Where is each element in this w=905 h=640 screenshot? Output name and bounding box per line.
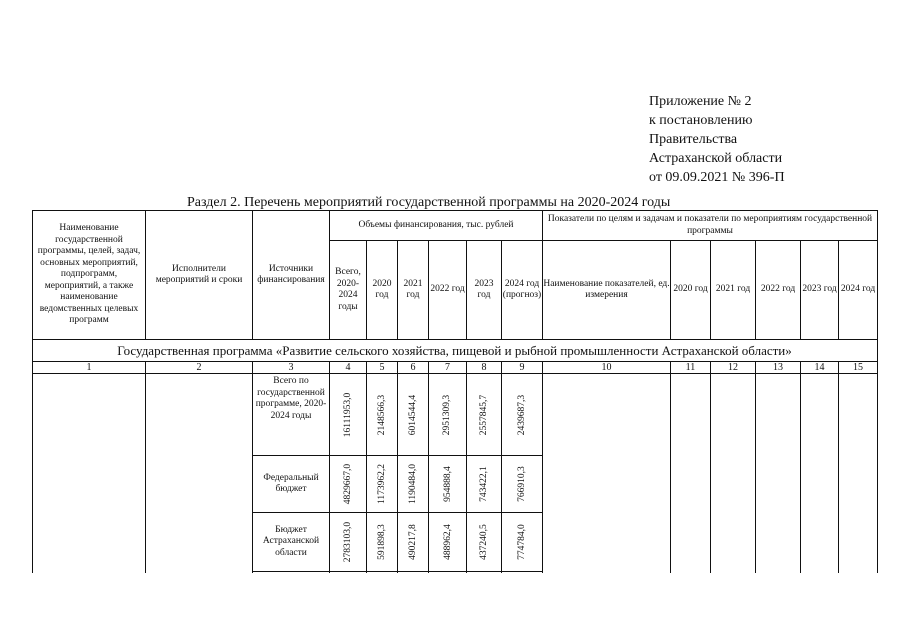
column-number: 8 (481, 362, 487, 373)
header-sources: Источники финансирования (257, 263, 325, 285)
header-i2023: 2023 год (802, 284, 837, 295)
appendix-line: Астраханской области (649, 151, 783, 166)
column-number: 2 (196, 362, 202, 373)
appendix-line: Правительства (649, 132, 738, 147)
column-number: 11 (685, 362, 696, 373)
header-i2024: 2024 год (840, 284, 876, 295)
header-2024: 2024 год (прогноз) (502, 278, 542, 300)
table-row-source: Бюджет Астраханской области (262, 524, 320, 558)
appendix-line: от 09.09.2021 № 396-П (649, 170, 785, 185)
header-name: Наименование государственной программы, целей, задач, основных мероприятий, подпрограмм, мероприятий, а также наименование ведомственных целевых программ (37, 223, 141, 326)
column-number: 1 (86, 362, 92, 373)
column-number: 9 (519, 362, 525, 373)
appendix-line: Приложение № 2 (649, 94, 752, 109)
column-number: 15 (853, 362, 863, 373)
header-2023: 2023 год (474, 278, 494, 300)
column-number: 3 (288, 362, 294, 373)
column-number: 4 (345, 362, 351, 373)
table-cell-value: 954888,4 (442, 466, 453, 502)
header-total: Всего, 2020-2024 годы (335, 267, 361, 312)
header-indicators-group: Показатели по целям и задачам и показатели по мероприятиям государственной программы (547, 214, 873, 236)
table-cell-value: 488962,4 (442, 524, 453, 560)
table-cell-value: 2951309,3 (442, 394, 453, 435)
header-2022: 2022 год (430, 284, 465, 295)
section-title: Раздел 2. Перечень мероприятий государственной программы на 2020-2024 годы (187, 195, 671, 210)
header-volumes-group: Объемы финансирования, тыс. рублей (358, 219, 514, 230)
column-number: 12 (728, 362, 738, 373)
header-2021: 2021 год (403, 278, 423, 300)
table-cell-value: 2783103,0 (343, 521, 353, 563)
column-number: 6 (410, 362, 416, 373)
table-cell-value: 743422,1 (479, 466, 489, 502)
column-number: 7 (445, 362, 450, 373)
column-number: 14 (814, 362, 825, 373)
column-number: 10 (601, 362, 612, 373)
table-cell-value: 766910,3 (517, 466, 527, 502)
header-i2022: 2022 год (760, 284, 796, 295)
header-i2021: 2021 год (715, 284, 751, 295)
header-i2020: 2020 год (673, 284, 708, 295)
table-cell-value: 437240,5 (479, 524, 489, 560)
table-cell-value: 774784,0 (517, 524, 527, 560)
table-cell-value: 591898,3 (377, 524, 387, 560)
table-cell-value: 490217,8 (408, 524, 418, 560)
program-title: Государственная программа «Развитие сельского хозяйства, пищевой и рыбной промышленности Астраханской области» (117, 343, 792, 358)
table-cell-value: 4829667,0 (343, 463, 353, 505)
table-cell-value: 16111953,0 (343, 392, 354, 437)
column-number: 13 (773, 362, 783, 373)
table-cell-value: 2439687,3 (517, 394, 527, 435)
table-row-source: Федеральный бюджет (263, 472, 319, 494)
header-executors: Исполнители мероприятий и сроки (155, 263, 243, 285)
appendix-block (649, 92, 785, 187)
table-cell-value: 1190484,0 (408, 463, 418, 505)
appendix-line: к постановлению (649, 113, 753, 128)
table-cell-value: 1173962,2 (377, 463, 387, 505)
column-number: 5 (379, 362, 385, 373)
header-2020: 2020 год (372, 278, 392, 300)
table-cell-value: 6014544,4 (408, 394, 418, 435)
table-cell-value: 2148566,3 (377, 394, 387, 435)
table-row-source: Всего по государственной программе, 2020-2024 годы (255, 376, 327, 421)
table-cell-value: 2557845,7 (479, 394, 489, 435)
header-indicator-name: Наименование показателей, ед. измерения (543, 278, 670, 300)
